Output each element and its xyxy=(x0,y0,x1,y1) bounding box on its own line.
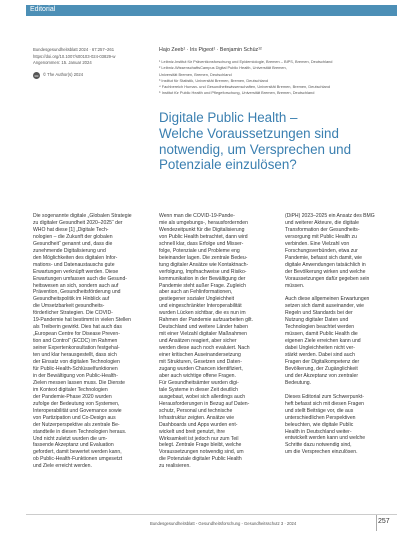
text-line: eigenen Ziele erreichen kann und xyxy=(285,338,361,345)
text-line: müssen. xyxy=(285,282,305,289)
text-line: Wenn man die COVID-19-Pande- xyxy=(159,213,235,219)
text-line: setzen sich damit auseinander, wie xyxy=(285,303,364,310)
text-line: Erwartungen verknüpft werden. Diese xyxy=(33,268,119,275)
text-line: in der Bewältigung von Public-Health- xyxy=(33,372,118,379)
body-column-3 xyxy=(285,213,400,456)
footer-divider xyxy=(376,515,377,531)
affiliation: ² Leibniz-WissenschaftsCampus Digital Public Health, Universität Bremen, xyxy=(159,65,287,71)
text-line: wickelt und breit genutzt, ihre xyxy=(159,428,225,435)
text-line: der Bevölkerung wirken und welche xyxy=(285,268,366,275)
text-line: zu digitaler Gesundheit 2020–2025“ der xyxy=(33,219,123,226)
text-line: die Potenziale digitaler Public Health xyxy=(159,456,242,463)
text-line: Auch diese allgemeinen Erwartungen xyxy=(285,296,370,303)
text-line: als Treiberin gewirkt. Dies hat auch das xyxy=(33,324,122,331)
affiliation: Universität Bremen, Bremen, Deutschland xyxy=(159,71,232,77)
text-line: tion and Control“ (ECDC) im Rahmen xyxy=(33,338,118,345)
text-line: Technologien beachtet werden xyxy=(285,324,355,331)
text-line: Wirksamkeit ist jedoch nur zum Teil xyxy=(159,435,239,442)
text-line: werden diese auch noch evaluiert. Nach xyxy=(159,345,250,352)
text-line: Rahmen der Pandemie aufzuarbeiten gilt. xyxy=(159,317,254,324)
text-line: fassende Akzeptanz und Evaluation xyxy=(33,442,114,449)
footer-journal: Bundesgesundheitsblatt - Gesundheitsforschung - Gesundheitsschutz 3 · 2024 xyxy=(150,521,297,526)
text-line: kommunikation in der Bewältigung der xyxy=(159,275,246,282)
journal-citation: Bundesgesundheitsblatt 2024 · 67:257–261 xyxy=(33,47,115,52)
text-line: von Public Health betrachtet, dann wird xyxy=(159,233,248,240)
text-line: um die Versprechen einzulösen. xyxy=(285,449,358,456)
text-line: Bevölkerung, der Zugänglichkeit xyxy=(285,365,358,372)
text-line: nologien – die Zukunft der globalen xyxy=(33,233,113,240)
text-line: Die sogenannte digitale „Globalen Strategie xyxy=(33,213,132,219)
text-line: ten und klar herausgestellt, dass sich xyxy=(33,352,117,359)
page-number: 257 xyxy=(378,518,390,525)
text-line: verfolgung, Impfnachweise und Risiko- xyxy=(159,268,247,275)
text-line: Prävention, Gesundheitsförderung und xyxy=(33,289,121,296)
text-line: Pandemie, befasst sich damit, wie xyxy=(285,254,363,261)
text-line: dabei Ungleichheiten nicht ver- xyxy=(285,345,355,352)
footer-rule xyxy=(26,514,397,515)
title-line: Welche Voraussetzungen sind xyxy=(159,125,339,141)
text-line: Pandemie steht außer Frage. Zugleich xyxy=(159,282,246,289)
text-line: gefordert, damit bewertet werden kann, xyxy=(33,449,122,456)
text-line: und der Akzeptanz von zentraler xyxy=(285,372,359,379)
text-line: und eingeschränkter Interoperabilität xyxy=(159,303,242,310)
text-line: ob Public-Health-Funktionen umgesetzt xyxy=(33,456,123,463)
text-line: heitswesen an sich, sondern auch auf xyxy=(33,282,119,289)
affiliation: ¹ Leibniz-Institut für Präventionsforschung und Epidemiologie, Bremen – BIPS, Bremen, Deutschland xyxy=(159,59,333,64)
text-line: Erwartungen umfassen auch die Gesund- xyxy=(33,275,128,282)
doi-link[interactable]: https://doi.org/10.1007/s00103-024-03829-w xyxy=(33,53,116,59)
text-line: aber auch wichtige offene Fragen. xyxy=(159,372,236,379)
text-line: der Nutzerperspektive als zentrale Be- xyxy=(33,421,120,428)
text-line: und stellt Beiträge vor, die aus xyxy=(285,407,354,414)
text-line: stärkt werden. Dabei sind auch xyxy=(285,352,355,359)
text-line: WHO hat diese [1] „Digitale Tech- xyxy=(33,226,109,233)
text-line: Und nicht zuletzt wurden die um- xyxy=(33,435,108,442)
text-line: Infrastruktur zeigten. Ansätze wie xyxy=(159,414,235,421)
text-line: Bedeutung. xyxy=(285,379,312,386)
title-line: Potenziale einzulösen? xyxy=(159,157,297,173)
text-line: den Möglichkeiten des digitalen Infor- xyxy=(33,254,118,261)
affiliation: ³ Institut für Statistik, Universität Bremen, Bremen, Deutschland xyxy=(159,77,268,83)
body-column-1 xyxy=(33,213,147,470)
text-line: „European Centre for Disease Preven- xyxy=(33,331,120,338)
text-line: beleuchten, wie digitale Public xyxy=(285,421,354,428)
text-line: Herausforderungen in Bezug auf Daten- xyxy=(159,400,250,407)
author-list: Hajo Zeeb¹ · Iris Pigeot¹ · Benjamin Schüz¹² xyxy=(159,47,262,53)
text-line: der Pandemie-Phase 2020 wurden xyxy=(33,393,112,400)
text-line: im Kontext digitaler Technologien xyxy=(33,386,108,393)
text-line: tale Systeme in dieser Zeit deutlich xyxy=(159,386,238,393)
affiliation: ⁵ Institut für Public Health und Pflegeforschung, Universität Bremen, Bremen, Deutschland xyxy=(159,90,315,96)
text-line: Schritte dazu notwendig sind, xyxy=(285,442,352,449)
text-line: Interoperabilität und Governance sowie xyxy=(33,407,122,414)
text-line: und Ansätzen reagiert, aber sicher xyxy=(159,338,237,345)
text-line: der Einsatz von digitalen Technologien xyxy=(33,359,120,366)
text-line: und Ziele erreicht werden. xyxy=(33,463,92,470)
section-header-bar xyxy=(26,5,397,16)
text-line: Für Gesundheitsämter wurden digi- xyxy=(159,379,239,386)
text-line: zu realisieren. xyxy=(159,463,191,470)
body-column-2 xyxy=(159,213,273,470)
text-line: versorgung mit Public Health zu xyxy=(285,233,357,240)
text-line: und weiterer Akteure, die digitale xyxy=(285,219,359,226)
copyright-text: © The Author(s) 2024 xyxy=(43,71,84,77)
text-line: Nutzung digitaler Daten und xyxy=(285,317,349,324)
text-line: für Public-Health-Schlüsselfunktionen xyxy=(33,365,118,372)
section-label: Editorial xyxy=(30,6,56,13)
text-line: einer kritischen Auseinandersetzung xyxy=(159,352,241,359)
text-line: tung digitaler Ansätze wie Kontaktnach- xyxy=(159,261,249,268)
text-line: Wendezeitpunkt für die Digitalisierung xyxy=(159,226,245,233)
text-line: standteile in diesen Technologien heraus. xyxy=(33,428,127,435)
affiliation: ⁴ Fachbereich Human- und Gesundheitswissenschaften, Universität Bremen, Bremen, Deutschland xyxy=(159,84,330,90)
open-access-icon: cc xyxy=(34,72,39,78)
title-line: Digitale Public Health – xyxy=(159,110,298,125)
text-line: Transformation der Gesundheits- xyxy=(285,226,360,233)
text-line: mations- und Datenaustauschs gute xyxy=(33,261,115,268)
text-line: wurden Lücken sichtbar, die es nun im xyxy=(159,310,246,317)
text-line: seiner Expertenkonsultation festgehal- xyxy=(33,345,120,352)
text-line: zugang wurden Chancen identifiziert, xyxy=(159,365,243,372)
affiliation-list xyxy=(159,59,399,97)
text-line: Fragen der Digitalkompetenz der xyxy=(285,359,360,365)
text-line: von Partizipation und Co-Design aus xyxy=(33,414,116,421)
text-line: Regeln und Standards bei der xyxy=(285,310,353,317)
text-line: Dieses Editorial zum Schwerpunkt- xyxy=(285,393,364,400)
paragraph-gap xyxy=(285,289,400,296)
text-line: ausgebaut, wobei sich allerdings auch xyxy=(159,393,246,400)
text-line: zunehmende Digitalisierung und xyxy=(33,247,106,254)
text-line: zufolge der Bedeutung von Systemen, xyxy=(33,400,120,407)
title-line: notwendig, um Versprechen und xyxy=(159,141,352,157)
text-line: Deutschland und weitere Länder haben xyxy=(159,324,248,331)
text-line: aber auch an Fehlinformationen, xyxy=(159,289,233,296)
text-line: Dashboards und Apps wurden ent- xyxy=(159,421,238,428)
text-line: 19-Pandemie hat bestimmt in vielen Stellen xyxy=(33,317,131,324)
text-line: belegt. Zentrale Frage bleibt, welche xyxy=(159,442,242,449)
text-line: verbinden. Eine Vielzahl von xyxy=(285,240,350,247)
paragraph-gap xyxy=(285,387,400,394)
copyright-line xyxy=(33,72,133,79)
text-line: heft befasst sich mit diesen Fragen xyxy=(285,400,364,407)
text-line: Zielen messen lassen muss. Die Dienste xyxy=(33,379,126,386)
text-line: Voraussetzungen notwendig sind, um xyxy=(159,449,244,456)
article-metadata xyxy=(33,47,133,79)
article-title xyxy=(159,110,399,173)
text-line: schnell klar, dass Erfolge und Misser- xyxy=(159,240,244,247)
text-line: mit Strukturen, Gesetzen und Daten- xyxy=(159,359,242,366)
text-line: müssen, damit Public Health die xyxy=(285,331,358,338)
text-line: mit einer Vielzahl digitaler Maßnahmen xyxy=(159,331,247,338)
text-line: unterschiedlichen Perspektiven xyxy=(285,414,356,421)
text-line: Voraussetzungen dafür gegeben sein xyxy=(285,275,370,282)
text-line: folge, Potenziale und Probleme eng xyxy=(159,247,240,254)
text-line: Gesundheit“ genannt und, dass die xyxy=(33,240,113,247)
text-line: beieinander lagen. Die zentrale Bedeu- xyxy=(159,254,248,261)
text-line: Health in Deutschland weiter- xyxy=(285,428,352,435)
text-line: entwickelt werden kann und welche xyxy=(285,435,366,442)
text-line: Gesundheitspolitik im Hinblick auf xyxy=(33,296,110,303)
accepted-date: Angenommen: 15. Januar 2024 xyxy=(33,60,92,66)
text-line: förderlicher Strategien. Die COVID- xyxy=(33,310,113,317)
text-line: gestiegener sozialer Ungleichheit xyxy=(159,296,235,303)
text-line: digitale Anwendungen tatsächlich in xyxy=(285,261,366,268)
text-line: die Umsetzbarkeit gesundheits- xyxy=(33,303,105,310)
text-line: mie als umgebungs-, herausfordernden xyxy=(159,219,248,226)
text-line: Forschungsverbünden, etwa zur xyxy=(285,247,358,254)
text-line: (DiPH) 2023–2025 ein Ansatz des BMG xyxy=(285,213,375,219)
text-line: schutz, Personal und technische xyxy=(159,407,233,414)
